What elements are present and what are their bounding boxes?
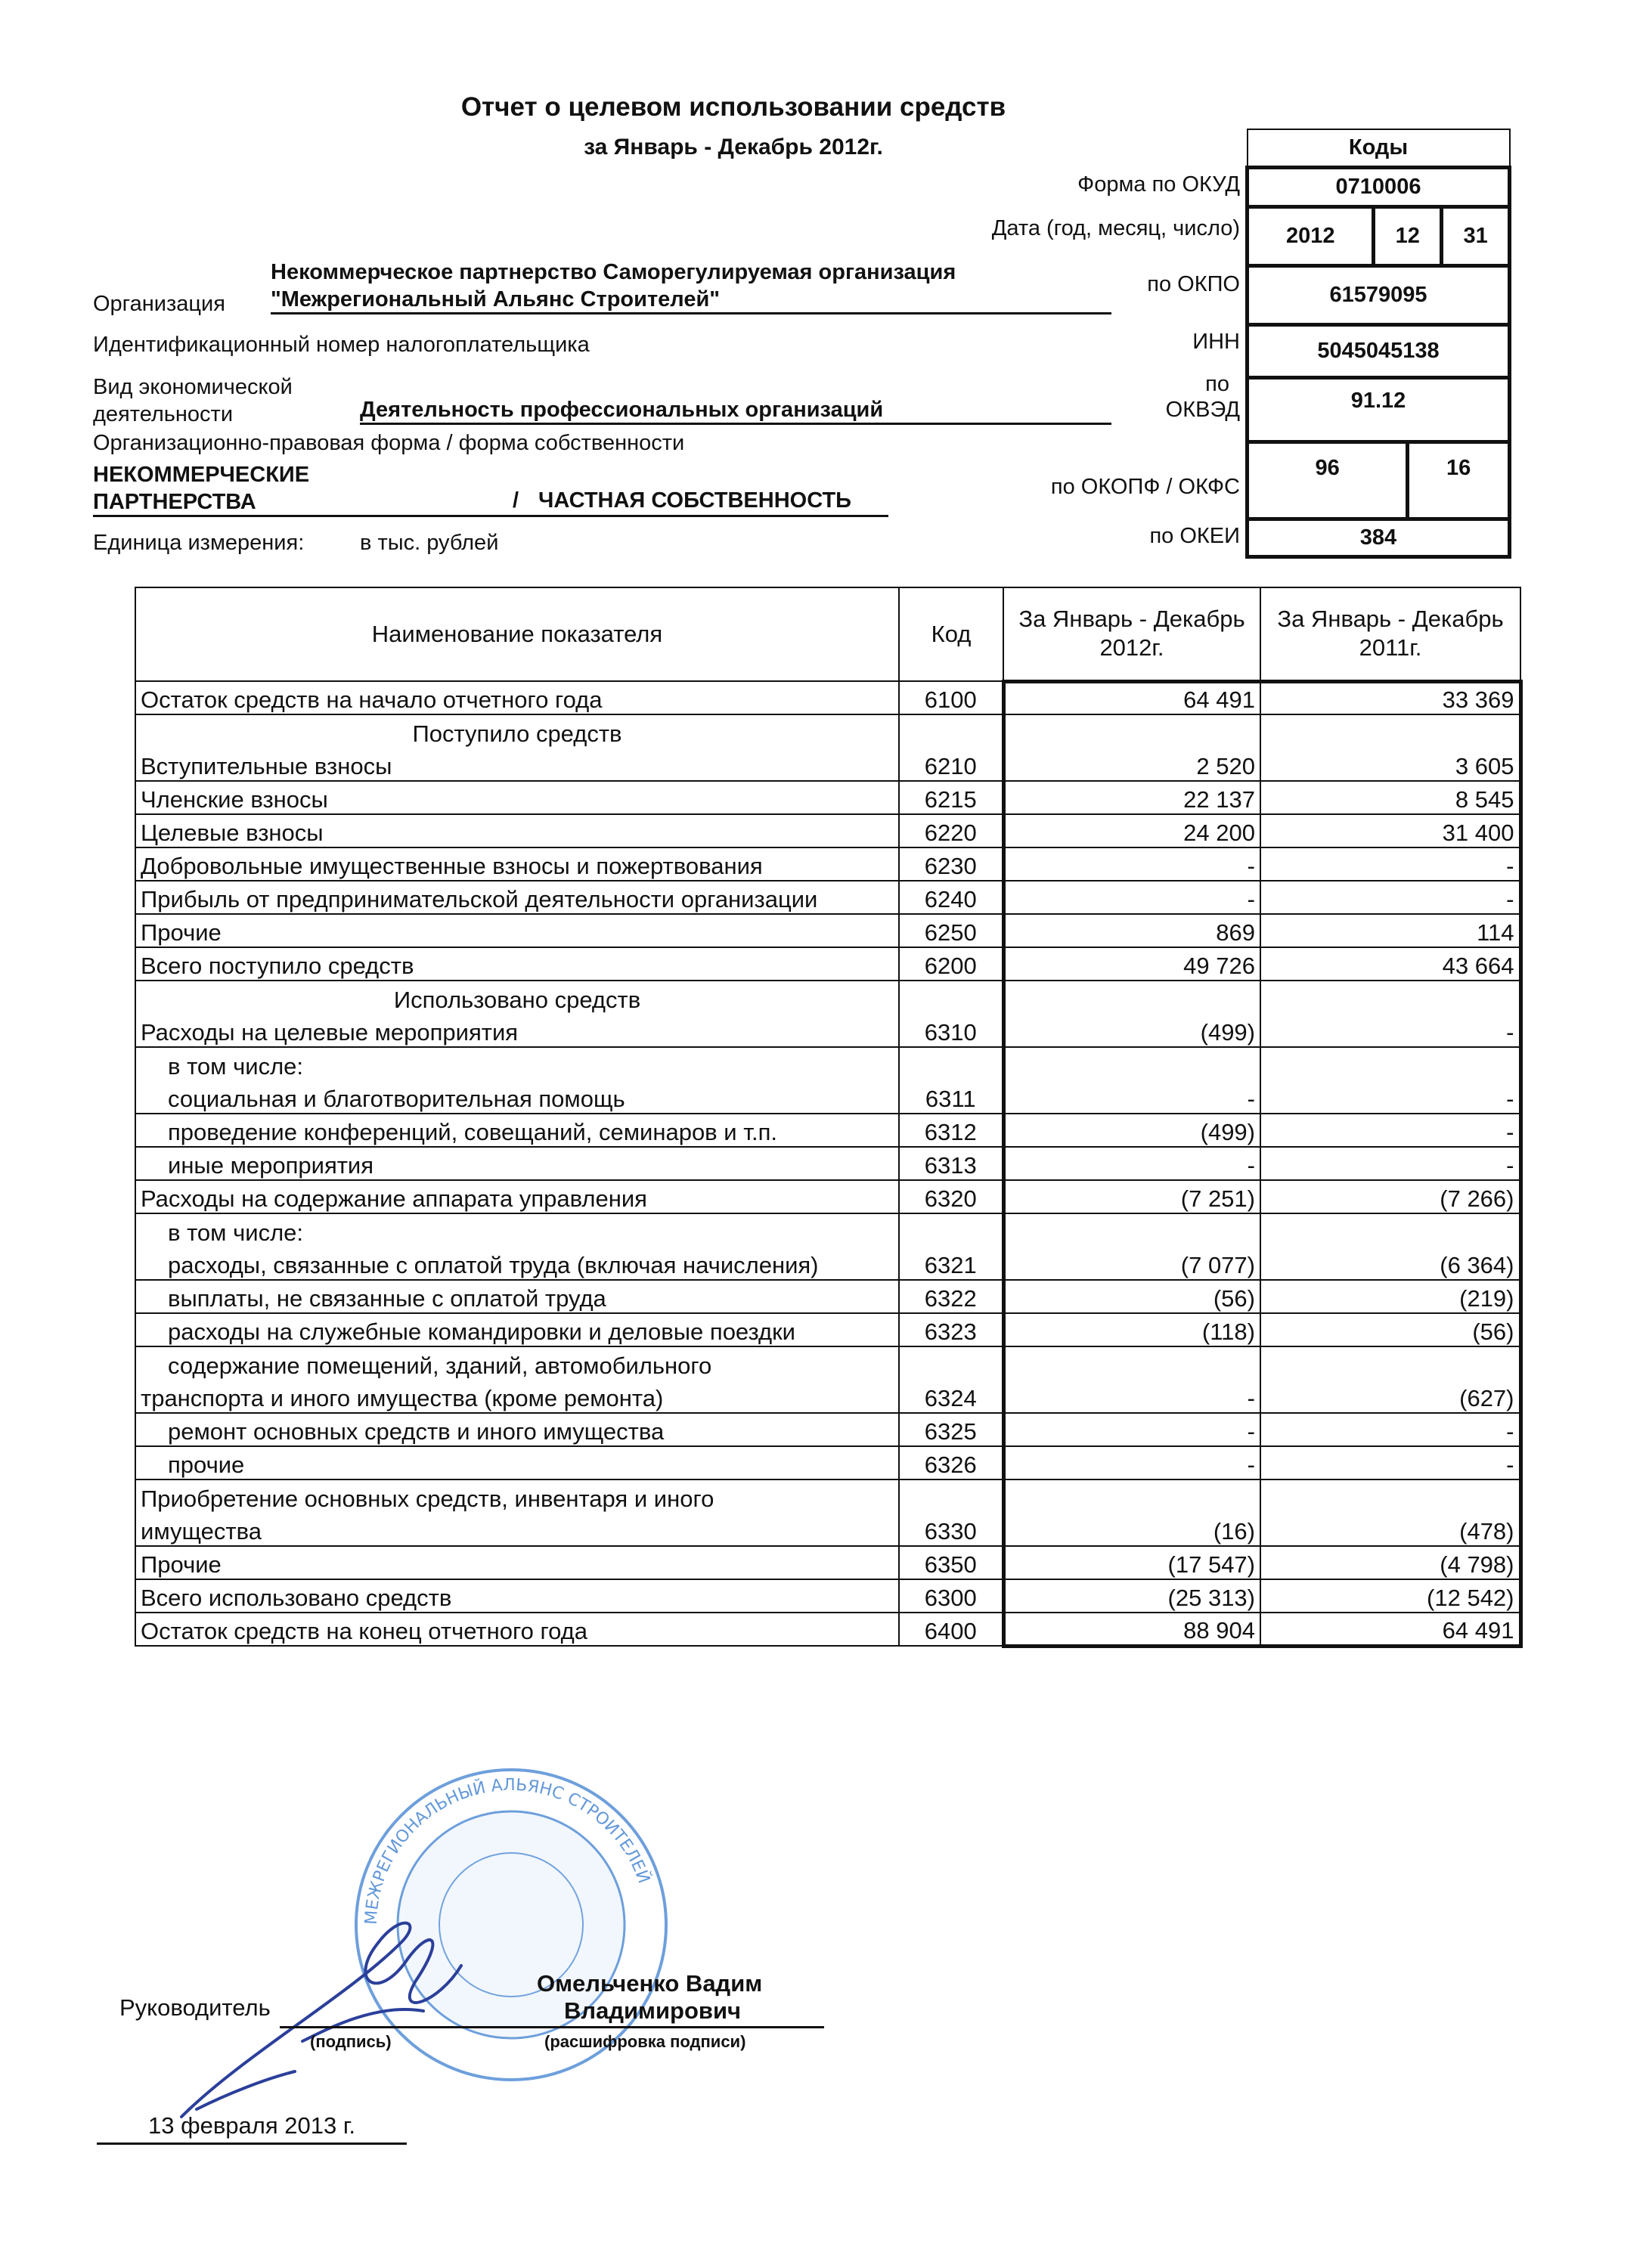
form-line1: НЕКОММЕРЧЕСКИЕ: [93, 463, 310, 487]
row-value-2012: (16): [1003, 1513, 1260, 1546]
row-value-2011: -: [1260, 1446, 1520, 1479]
ownership-value: ЧАСТНАЯ СОБСТВЕННОСТЬ: [538, 488, 852, 513]
row-value-2011: 3 605: [1260, 748, 1520, 781]
table-row: [135, 1247, 1520, 1280]
inn-code-label: ИНН: [1192, 330, 1240, 354]
signature-line: [280, 2026, 824, 2028]
section-row: [135, 981, 1520, 1014]
row-code: 6320: [899, 1180, 1003, 1213]
inn-value: 5045045138: [1248, 324, 1510, 377]
okei-label: по ОКЕИ: [1149, 524, 1240, 548]
row-value-2011: (6 364): [1260, 1247, 1520, 1280]
row-code: 6350: [899, 1546, 1003, 1579]
name-caption: (расшифровка подписи): [544, 2032, 746, 2051]
table-row: [135, 1513, 1520, 1546]
row-name: Прочие: [135, 914, 899, 947]
org-name-line2: "Межрегиональный Альянс Строителей": [271, 287, 1111, 314]
row-value-2011: -: [1260, 1114, 1520, 1147]
okved-label-1: по: [1205, 372, 1229, 396]
okpo-label: по ОКПО: [1147, 272, 1240, 296]
date-label: Дата (год, месяц, число): [991, 216, 1240, 240]
row-value-2011: (627): [1260, 1380, 1520, 1413]
row-value-2011: 8 545: [1260, 781, 1520, 814]
section-row: [135, 714, 1520, 748]
signature-date: 13 февраля 2013 г.: [148, 2112, 355, 2139]
row-value-2012: (118): [1003, 1313, 1260, 1346]
row-value-2011: 33 369: [1260, 681, 1520, 714]
signer-name-line2: Владимирович: [564, 1997, 742, 2024]
row-name: проведение конференций, совещаний, семинаров и т.п.: [135, 1114, 899, 1147]
table-row: [135, 881, 1520, 914]
row-value-2012: (56): [1003, 1280, 1260, 1313]
row-value-2011: -: [1260, 881, 1520, 914]
form-line2: ПАРТНЕРСТВА: [93, 490, 888, 517]
row-value-2012: 2 520: [1003, 748, 1260, 781]
row-code: 6313: [899, 1147, 1003, 1180]
row-name: Целевые взносы: [135, 814, 899, 847]
unit-value: в тыс. рублей: [360, 531, 499, 555]
row-value-2012: (17 547): [1003, 1546, 1260, 1579]
row-value-2012: -: [1003, 1380, 1260, 1413]
okved-value: 91.12: [1248, 377, 1510, 442]
row-value-2011: (478): [1260, 1513, 1520, 1546]
row-code: 6200: [899, 947, 1003, 981]
row-value-2012: (7 251): [1003, 1180, 1260, 1213]
row-value-2011: (219): [1260, 1280, 1520, 1313]
unit-label: Единица измерения:: [93, 531, 305, 555]
table-row: [135, 748, 1520, 781]
report-period: за Январь - Декабрь 2012г.: [584, 135, 883, 160]
date-day: 31: [1442, 206, 1510, 265]
row-value-2011: 114: [1260, 914, 1520, 947]
row-code: 6323: [899, 1313, 1003, 1346]
row-value-2011: (12 542): [1260, 1579, 1520, 1613]
row-code: 6321: [899, 1247, 1003, 1280]
signer-name-line1: Омельченко Вадим: [537, 1970, 763, 1997]
row-code: 6210: [899, 748, 1003, 781]
row-value-2011: (4 798): [1260, 1546, 1520, 1579]
row-value-2011: 64 491: [1260, 1613, 1520, 1646]
row-name: Членские взносы: [135, 781, 899, 814]
okopf-label: по ОКОПФ / ОКФС: [1050, 475, 1240, 499]
table-row: [135, 847, 1520, 881]
row-value-2011: 43 664: [1260, 947, 1520, 981]
date-month: 12: [1374, 206, 1442, 265]
row-code: 6100: [899, 681, 1003, 714]
table-row: [135, 1446, 1520, 1479]
stamp-text: МЕЖРЕГИОНАЛЬНЫЙ АЛЬЯНС СТРОИТЕЛЕЙ: [361, 1775, 653, 1926]
activity-value: Деятельность профессиональных организаций: [360, 398, 1111, 425]
okei-value: 384: [1248, 519, 1510, 556]
row-code: 6250: [899, 914, 1003, 947]
row-prefix: [135, 1346, 1520, 1380]
row-value-2012: -: [1003, 881, 1260, 914]
row-code: 6322: [899, 1280, 1003, 1313]
row-code: 6220: [899, 814, 1003, 847]
row-value-2012: -: [1003, 1446, 1260, 1479]
row-value-2012: (499): [1003, 1014, 1260, 1047]
report-title: Отчет о целевом использовании средств: [460, 92, 1006, 122]
table-row: [135, 781, 1520, 814]
signature-role: Руководитель: [119, 1994, 271, 2021]
row-code: 6326: [899, 1446, 1003, 1479]
row-prefix: [135, 1213, 1520, 1247]
row-code: 6311: [899, 1080, 1003, 1114]
section-title: Использовано средств: [135, 981, 899, 1014]
row-value-2012: (499): [1003, 1114, 1260, 1147]
row-value-2012: -: [1003, 1147, 1260, 1180]
row-value-2011: -: [1260, 1413, 1520, 1446]
codes-block: [1245, 129, 1511, 559]
row-value-2011: -: [1260, 847, 1520, 881]
row-name: Остаток средств на конец отчетного года: [135, 1613, 899, 1646]
okud-value: 0710006: [1248, 167, 1510, 206]
report-table: [135, 587, 1520, 1648]
table-row: [135, 1313, 1520, 1346]
okved-label-2: ОКВЭД: [1165, 398, 1240, 422]
row-value-2011: (56): [1260, 1313, 1520, 1346]
row-name: Всего поступило средств: [135, 947, 899, 981]
row-prefix-text: содержание помещений, зданий, автомобильного: [135, 1346, 899, 1380]
col-header-code: Код: [899, 587, 1003, 681]
row-value-2011: -: [1260, 1014, 1520, 1047]
row-name: Всего использовано средств: [135, 1579, 899, 1613]
table-row: [135, 1080, 1520, 1114]
row-value-2012: -: [1003, 1080, 1260, 1114]
row-name: Расходы на целевые мероприятия: [135, 1014, 899, 1047]
row-name: выплаты, не связанные с оплатой труда: [135, 1280, 899, 1313]
row-code: 6400: [899, 1613, 1003, 1646]
row-prefix-text: в том числе:: [135, 1047, 899, 1080]
codes-heading: Коды: [1248, 129, 1510, 167]
table-row: [135, 914, 1520, 947]
row-name: Прибыль от предпринимательской деятельности организации: [135, 881, 899, 914]
row-value-2012: -: [1003, 847, 1260, 881]
table-row: [135, 1579, 1520, 1613]
col-header-2011: За Январь - Декабрь 2011г.: [1260, 587, 1520, 681]
table-row: [135, 1413, 1520, 1446]
sign-caption: (подпись): [310, 2032, 392, 2051]
row-name: социальная и благотворительная помощь: [135, 1080, 899, 1114]
row-code: 6240: [899, 881, 1003, 914]
row-code: 6312: [899, 1114, 1003, 1147]
row-value-2011: -: [1260, 1080, 1520, 1114]
form-label: Организационно-правовая форма / форма собственности: [93, 431, 685, 455]
table-row: [135, 1147, 1520, 1180]
table-row: [135, 1014, 1520, 1047]
row-name: прочие: [135, 1446, 899, 1479]
row-value-2012: 869: [1003, 914, 1260, 947]
table-row: [135, 1380, 1520, 1413]
activity-label-1: Вид экономической: [93, 375, 293, 399]
okopf-value: 96: [1248, 442, 1408, 519]
row-name: ремонт основных средств и иного имущества: [135, 1413, 899, 1446]
row-prefix-text: Приобретение основных средств, инвентаря и иного: [135, 1479, 899, 1513]
table-row: [135, 1546, 1520, 1579]
table-row: [135, 1180, 1520, 1213]
row-code: 6300: [899, 1579, 1003, 1613]
form-sep: /: [513, 488, 519, 513]
row-code: 6325: [899, 1413, 1003, 1446]
org-label: Организация: [93, 292, 225, 316]
row-prefix: [135, 1479, 1520, 1513]
table-row: [135, 947, 1520, 981]
row-value-2012: (7 077): [1003, 1247, 1260, 1280]
table-row: [135, 1280, 1520, 1313]
row-value-2011: (7 266): [1260, 1180, 1520, 1213]
date-year: 2012: [1248, 206, 1374, 265]
date-line: [97, 2143, 407, 2145]
row-value-2012: 64 491: [1003, 681, 1260, 714]
row-value-2012: (25 313): [1003, 1579, 1260, 1613]
row-value-2012: 88 904: [1003, 1613, 1260, 1646]
row-value-2011: -: [1260, 1147, 1520, 1180]
row-value-2011: 31 400: [1260, 814, 1520, 847]
row-code: 6330: [899, 1513, 1003, 1546]
inn-label: Идентификационный номер налогоплательщика: [93, 333, 590, 357]
table-row: [135, 1114, 1520, 1147]
row-value-2012: -: [1003, 1413, 1260, 1446]
col-header-name: Наименование показателя: [135, 587, 899, 681]
row-name: Прочие: [135, 1546, 899, 1579]
row-value-2012: 22 137: [1003, 781, 1260, 814]
okud-label: Форма по ОКУД: [1077, 172, 1240, 197]
org-name-line1: Некоммерческое партнерство Саморегулируемая организация: [271, 260, 956, 284]
row-name: Добровольные имущественные взносы и пожертвования: [135, 847, 899, 881]
row-name: Вступительные взносы: [135, 748, 899, 781]
row-name: имущества: [135, 1513, 899, 1546]
table-row: [135, 1613, 1520, 1646]
row-code: 6324: [899, 1380, 1003, 1413]
row-name: расходы, связанные с оплатой труда (включая начисления): [135, 1247, 899, 1280]
table-row: [135, 681, 1520, 714]
activity-label-2: деятельности: [93, 402, 234, 426]
row-value-2012: 24 200: [1003, 814, 1260, 847]
okpo-value: 61579095: [1248, 265, 1510, 324]
row-name: Расходы на содержание аппарата управления: [135, 1180, 899, 1213]
row-code: 6230: [899, 847, 1003, 881]
okfs-value: 16: [1408, 442, 1510, 519]
row-name: Остаток средств на начало отчетного года: [135, 681, 899, 714]
col-header-2012: За Январь - Декабрь 2012г.: [1003, 587, 1260, 681]
row-name: иные мероприятия: [135, 1147, 899, 1180]
section-title: Поступило средств: [135, 714, 899, 748]
row-name: транспорта и иного имущества (кроме ремонта): [135, 1380, 899, 1413]
row-value-2012: 49 726: [1003, 947, 1260, 981]
row-code: 6215: [899, 781, 1003, 814]
row-code: 6310: [899, 1014, 1003, 1047]
table-row: [135, 814, 1520, 847]
row-prefix: [135, 1047, 1520, 1080]
row-name: расходы на служебные командировки и деловые поездки: [135, 1313, 899, 1346]
row-prefix-text: в том числе:: [135, 1213, 899, 1247]
